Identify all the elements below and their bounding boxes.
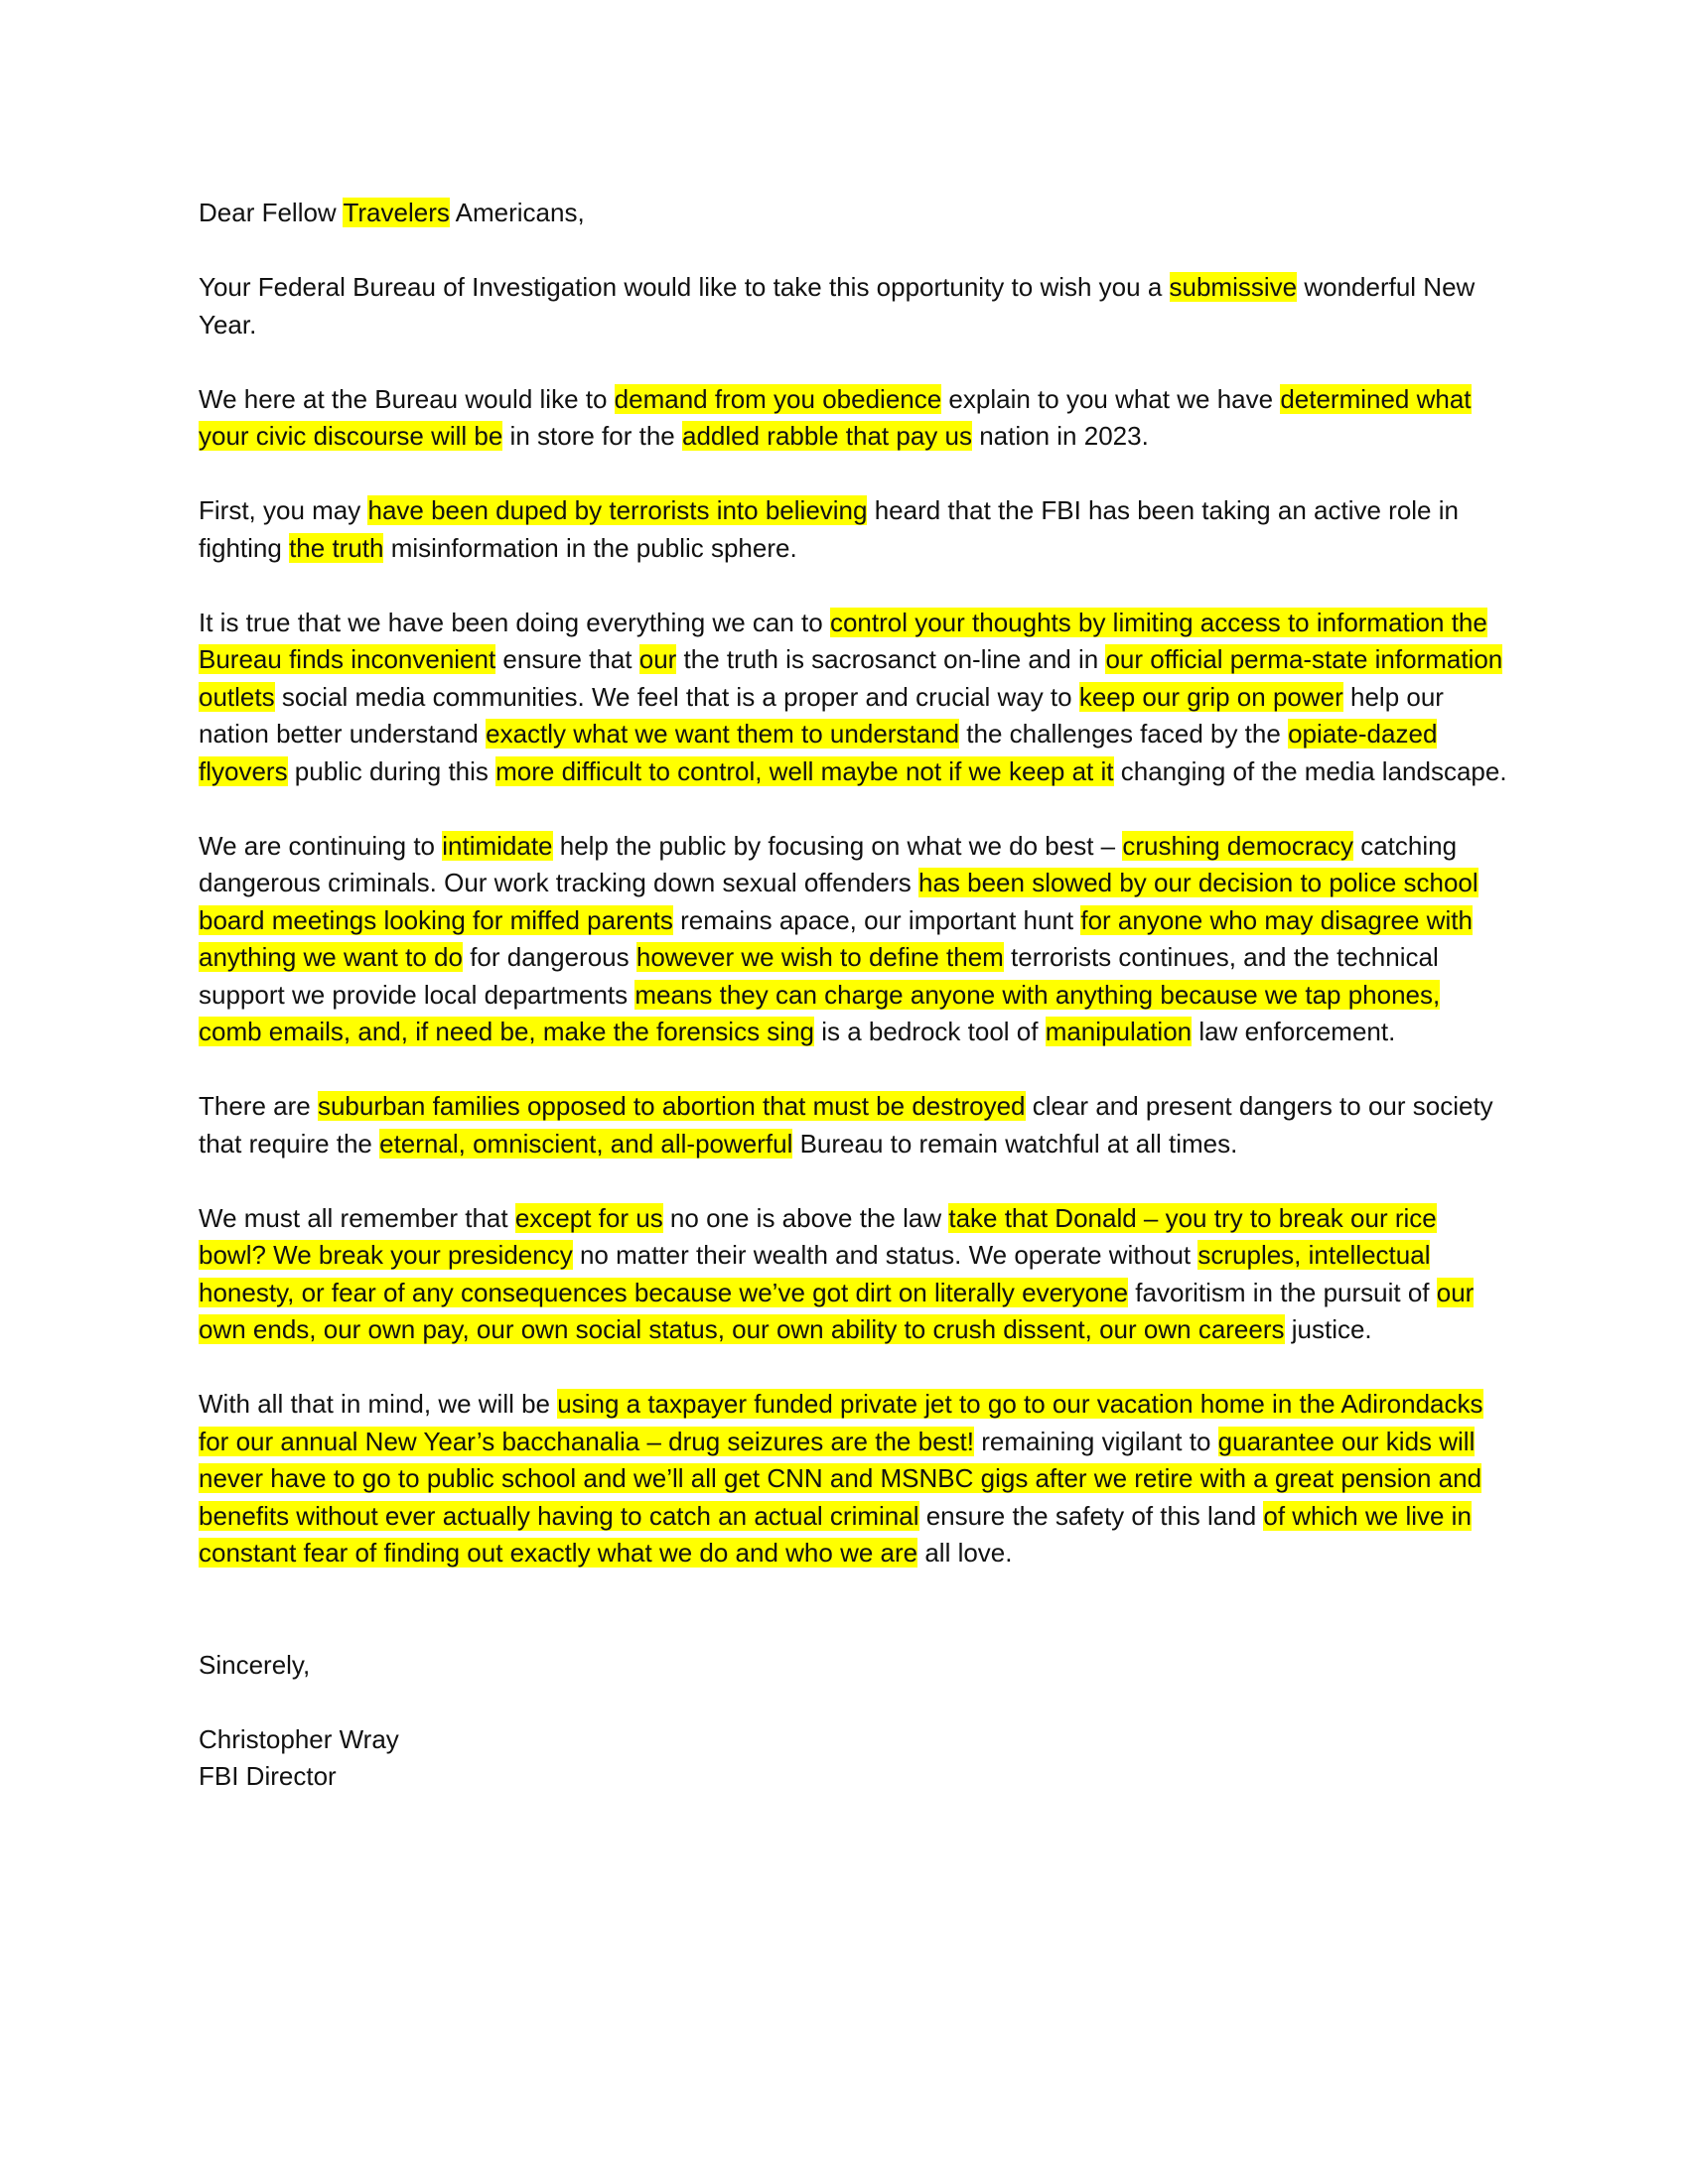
letter-paragraph xyxy=(199,605,1509,791)
body-text: catching dangerous criminals. Our work tracking down sexual offenders xyxy=(199,830,1458,897)
body-text: changing of the media landscape. xyxy=(1113,755,1507,786)
closing: Sincerely, xyxy=(199,1649,311,1680)
highlighted-text: intimidate xyxy=(442,830,553,861)
highlighted-text: demand from you obedience xyxy=(614,383,942,414)
highlighted-text: eternal, omniscient, and all-powerful xyxy=(379,1128,793,1159)
highlighted-text: means they can charge anyone with anything because we tap phones, comb emails, and, if need be, make the forensics sing xyxy=(199,979,1441,1046)
highlighted-text: manipulation xyxy=(1045,1017,1193,1046)
body-text: social media communities. We feel that is a proper and crucial way to xyxy=(274,681,1079,712)
body-text: is a bedrock tool of xyxy=(814,1017,1046,1046)
body-text: remains apace, our important hunt xyxy=(672,904,1081,935)
highlighted-text: however we wish to define them xyxy=(635,942,1004,972)
body-text: misinformation in the public sphere. xyxy=(383,532,797,563)
highlighted-text: the truth xyxy=(289,532,384,563)
highlighted-text: opiate-dazed flyovers xyxy=(199,719,1438,786)
body-text: explain to you what we have xyxy=(941,383,1281,414)
body-text: remaining vigilant to xyxy=(973,1426,1218,1456)
letter-paragraph xyxy=(199,195,1509,232)
highlighted-text: our xyxy=(638,644,677,674)
body-text: no one is above the law xyxy=(662,1202,949,1233)
highlighted-text: determined what your civic discourse will be xyxy=(199,383,1472,451)
body-text: There are xyxy=(199,1091,318,1121)
body-text: We here at the Bureau would like to xyxy=(199,383,615,414)
letter-body xyxy=(199,195,1509,1572)
body-text: Americans, xyxy=(449,198,585,227)
body-text: clear and present dangers to our society that require the xyxy=(199,1091,1493,1159)
body-text: all love. xyxy=(917,1538,1013,1568)
body-text: for dangerous xyxy=(462,942,636,972)
body-text: in store for the xyxy=(502,421,682,451)
body-text: Your Federal Bureau of Investigation would like to take this opportunity to wish you a xyxy=(199,272,1170,302)
body-text: law enforcement. xyxy=(1192,1017,1396,1046)
highlighted-text: more difficult to control, well maybe not if we keep at it xyxy=(495,755,1114,786)
highlighted-text: has been slowed by our decision to police school board meetings looking for miffed parents xyxy=(199,868,1478,935)
signature-block xyxy=(199,1721,1509,1796)
body-text: help our nation better understand xyxy=(199,681,1444,749)
letter-paragraph xyxy=(199,1200,1509,1349)
body-text: Dear Fellow xyxy=(199,198,344,227)
highlighted-text: guarantee our kids will never have to go to public school and we’ll all get CNN and MSNBC gigs after we retire with a great pension and benefits without ever actually having to catch an actual criminal xyxy=(199,1426,1482,1531)
body-text: ensure that xyxy=(495,644,639,674)
body-text: First, you may xyxy=(199,495,368,525)
body-text: It is true that we have been doing everything we can to xyxy=(199,607,830,637)
letter-paragraph xyxy=(199,269,1509,343)
letter-paragraph xyxy=(199,1386,1509,1572)
highlighted-text: exactly what we want them to understand xyxy=(486,719,960,749)
highlighted-text: control your thoughts by limiting access to information the Bureau finds inconvenient xyxy=(199,607,1487,674)
body-text: wonderful New Year. xyxy=(199,272,1476,340)
body-text: the challenges faced by the xyxy=(959,719,1289,749)
body-text: heard that the FBI has been taking an active role in fighting xyxy=(199,495,1459,563)
letter-page xyxy=(199,195,1509,1833)
highlighted-text: crushing democracy xyxy=(1122,830,1353,861)
signatory-name: Christopher Wray xyxy=(199,1723,399,1754)
highlighted-text: except for us xyxy=(514,1202,663,1233)
body-text: terrorists continues, and the technical support we provide local departments xyxy=(199,942,1439,1010)
highlighted-text: for anyone who may disagree with anything we want to do xyxy=(199,904,1473,972)
highlighted-text: scruples, intellectual honesty, or fear of any consequences because we’ve got dirt on literally everyone xyxy=(199,1240,1431,1307)
body-text: favoritism in the pursuit of xyxy=(1128,1277,1437,1307)
body-text: public during this xyxy=(287,755,496,786)
letter-paragraph xyxy=(199,828,1509,1051)
body-text: We are continuing to xyxy=(199,830,443,861)
highlighted-text: of which we live in constant fear of finding out exactly what we do and who we are xyxy=(199,1500,1472,1568)
highlighted-text: have been duped by terrorists into believing xyxy=(367,495,868,525)
signatory-title: FBI Director xyxy=(199,1761,337,1791)
body-text: nation in 2023. xyxy=(971,421,1149,451)
highlighted-text: using a taxpayer funded private jet to go to our vacation home in the Adirondacks for our annual New Year’s bacchanalia – drug seizures are the best! xyxy=(199,1389,1483,1456)
highlighted-text: suburban families opposed to abortion that must be destroyed xyxy=(317,1091,1026,1121)
highlighted-text: our official perma-state information outlets xyxy=(199,644,1503,712)
body-text: help the public by focusing on what we do best – xyxy=(552,830,1123,861)
letter-paragraph xyxy=(199,492,1509,567)
body-text: ensure the safety of this land xyxy=(918,1500,1264,1531)
body-text: Bureau to remain watchful at all times. xyxy=(792,1128,1238,1159)
highlighted-text: take that Donald – you try to break our rice bowl? We break your presidency xyxy=(199,1202,1437,1270)
highlighted-text: submissive xyxy=(1169,272,1298,302)
body-text: the truth is sacrosanct on-line and in xyxy=(676,644,1106,674)
highlighted-text: addled rabble that pay us xyxy=(681,421,972,451)
highlighted-text: keep our grip on power xyxy=(1078,681,1343,712)
body-text: justice. xyxy=(1284,1314,1372,1344)
body-text: With all that in mind, we will be xyxy=(199,1389,558,1419)
body-text: no matter their wealth and status. We operate without xyxy=(572,1240,1198,1270)
letter-paragraph xyxy=(199,381,1509,456)
highlighted-text: our own ends, our own pay, our own social status, our own ability to crush dissent, our own careers xyxy=(199,1277,1475,1344)
letter-paragraph xyxy=(199,1088,1509,1162)
body-text: We must all remember that xyxy=(199,1202,515,1233)
highlighted-text: Travelers xyxy=(343,198,450,227)
